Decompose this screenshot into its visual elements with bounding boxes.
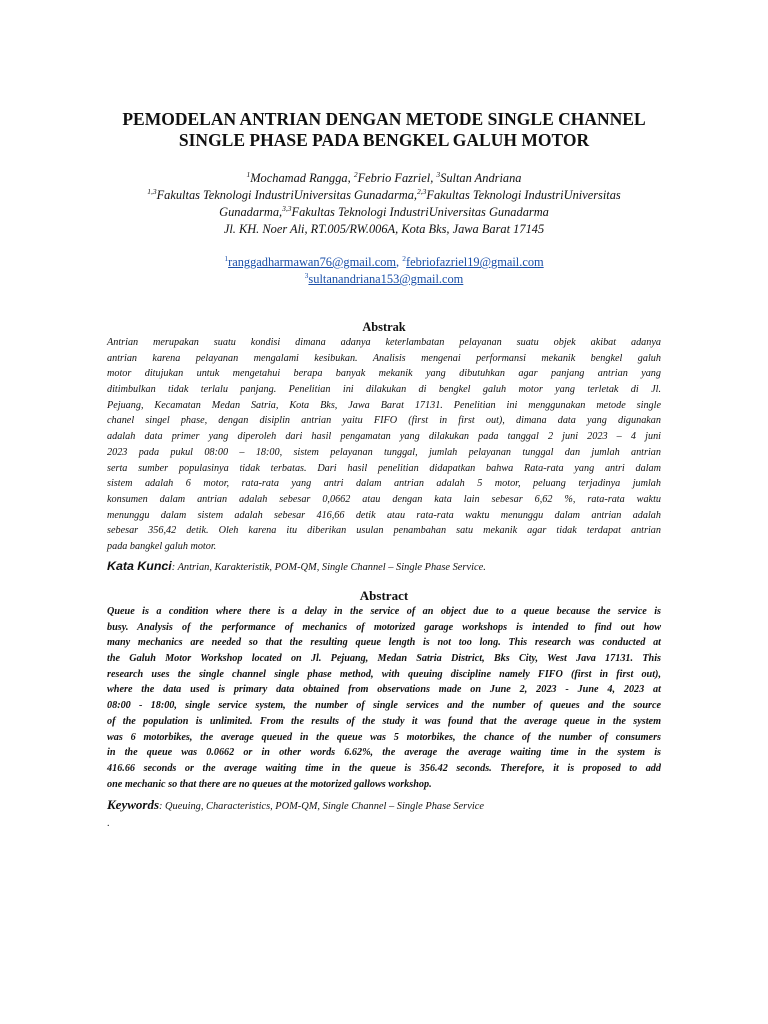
author-sup: 3 — [436, 169, 441, 179]
abstract-line: many mechanics are needed so that the resulting queue length is not too long. This research was conducted at — [107, 637, 661, 649]
abstrak-line: antrian karena pelayanan mengalami kesibukan. Analisis mengenai performansi mekanik bengkel galuh — [107, 352, 661, 364]
abstract-line: busy. Analysis of the performance of mechanics of motorized garage workshops is intended to find out how — [107, 621, 661, 633]
email-line-2 — [80, 271, 688, 288]
author-name: Mochamad Rangga, — [250, 171, 354, 185]
paper-title — [70, 109, 698, 151]
email-line-1 — [80, 254, 688, 271]
author-address: Jl. KH. Noer Ali, RT.005/RW.006A, Kota Bks, Jawa Barat 17145 — [223, 222, 545, 236]
affiliation-line-2 — [80, 204, 688, 221]
author-names — [80, 170, 688, 187]
kata-kunci-label: Kata Kunci — [107, 559, 172, 573]
keywords-text: : Queuing, Characteristics, POM-QM, Single Channel – Single Phase Service — [159, 801, 484, 812]
abstract-line: was 6 motorbikes, the average queued in the queue was 5 motorbikes, the chance of the number of consumers — [107, 731, 661, 743]
abstrak-line: menunggu dalam sistem adalah sebesar 416,66 detik atau rata-rata waktu menunggu dalam antrian adalah — [107, 509, 661, 521]
abstract-body — [107, 604, 661, 792]
abstrak-line: sistem adalah 6 motor, rata-rata yang antri dalam antrian adalah 5 motor, peluang terjadinya jumlah — [107, 478, 661, 490]
abstract-heading: Abstract — [359, 588, 409, 603]
abstrak-line: motor ditujukan untuk mengetahui berapa banyak mekanik yang dibutuhkan agar panjang antrian yang — [107, 368, 661, 380]
abstrak-heading: Abstrak — [362, 320, 406, 334]
email-sup: 3 — [304, 270, 309, 280]
abstrak-line: adalah data primer yang diperoleh dari hasil pengamatan yang dilakukan pada tanggal 2 juni 2023 – 4 juni — [107, 431, 661, 443]
abstract-line: one mechanic so that there are no queues at the motorized gallows workshop. — [107, 778, 432, 790]
author-name: Sultan Andriana — [440, 171, 522, 185]
abstrak-line: ditimbulkan tidak terlalu panjang. Penelitian ini dilakukan di bengkel galuh motor yang terletak di Jl. — [107, 384, 661, 396]
keywords — [107, 797, 661, 813]
affiliation-sup: 3,3 — [282, 203, 292, 213]
kata-kunci — [107, 559, 661, 573]
email-link-2[interactable]: febriofazriel19@gmail.com — [406, 255, 544, 269]
affiliation: Fakultas Teknologi IndustriUniversitas Gunadarma — [291, 205, 549, 219]
kata-kunci-text: : Antrian, Karakteristik, POM-QM, Single Channel – Single Phase Service. — [171, 562, 486, 573]
abstrak-line: konsumen dalam antrian adalah sebesar 0,0662 atau dengan kata lain sebesar 6,62 %, rata-rata waktu — [107, 493, 661, 505]
abstrak-line: Pejuang, Kecamatan Medan Satria, Kota Bks, Jawa Barat 17131. Penelitian ini menggunakan metode single — [107, 399, 661, 411]
abstract-line: Queue is a condition where there is a delay in the service of an object due to a queue because the service is — [107, 606, 661, 617]
author-sup: 1 — [246, 169, 251, 179]
abstract-line: where the data used is primary data obtained from observations made on June 2, 2023 - June 4, 2023 at — [107, 684, 661, 696]
email-link-1[interactable]: ranggadharmawan76@gmail.com — [228, 255, 397, 269]
email-separator: , — [396, 255, 403, 269]
abstract-line: 416.66 seconds or the average waiting time in the queue is 356.42 seconds. Therefore, it is proposed to add — [107, 762, 661, 774]
affiliation-sup: 2,3 — [417, 186, 427, 196]
affiliation-sup: 1,3 — [147, 186, 157, 196]
trailing-mark: . — [107, 818, 110, 829]
author-name: Febrio Fazriel, — [357, 171, 437, 185]
abstrak-line: pada bangkel galuh motor. — [107, 540, 217, 552]
keywords-label: Keywords — [107, 797, 159, 812]
title-line-1: PEMODELAN ANTRIAN DENGAN METODE SINGLE CHANNEL — [122, 109, 646, 129]
abstract-line: of the population is unlimited. From the results of the study it was found that the average queue in the system — [107, 715, 661, 727]
affiliation: Fakultas Teknologi IndustriUniversitas Gunadarma, — [156, 188, 418, 202]
abstrak-line: 2023 pada pukul 08:00 – 18:00, sistem pelayanan tunggal, jumlah pelayanan tunggal dan jumlah antrian — [107, 446, 661, 458]
affiliation-line-1 — [80, 187, 688, 204]
abstrak-line: sebesar 356,42 detik. Oleh karena itu diberikan usulan penambahan satu mekanik agar tidak terdapat antrian — [107, 525, 661, 537]
title-line-2: SINGLE PHASE PADA BENGKEL GALUH MOTOR — [178, 130, 590, 150]
abstrak-line: Antrian merupakan suatu kondisi dimana adanya keterlambatan pelayanan suatu objek akibat adanya — [107, 337, 661, 348]
abstract-line: the Galuh Motor Workshop located on Jl. Pejuang, Medan Satria District, Bks City, West Java 17131. This — [107, 653, 661, 665]
author-block — [80, 170, 688, 238]
author-sup: 2 — [353, 169, 358, 179]
abstrak-body — [107, 335, 661, 555]
abstrak-line: chanel singel phase, dengan disiplin antrian yaitu FIFO (first in first out), dimana data yang digunakan — [107, 415, 661, 427]
email-link-3[interactable]: sultanandriana153@gmail.com — [308, 272, 464, 286]
abstrak-line: serta sumber populasinya tidak terbatas. Dari hasil penelitian didapatkan bahwa Rata-rata yang antri dalam — [107, 462, 661, 474]
abstract-line: in the queue was 0.0662 or in other words 6.62%, the average the average waiting time in the system is — [107, 747, 661, 759]
email-sup: 2 — [402, 253, 406, 263]
email-sup: 1 — [224, 253, 229, 263]
affiliation: Gunadarma, — [219, 205, 283, 219]
abstract-line: research uses the single channel single phase method, with queuing discipline namely FIFO (first in first out), — [107, 668, 661, 680]
email-block — [80, 254, 688, 288]
affiliation: Fakultas Teknologi IndustriUniversitas — [426, 188, 621, 202]
abstract-line: 08:00 - 18:00, single service system, the number of single services and the number of queues and the source — [107, 700, 661, 712]
